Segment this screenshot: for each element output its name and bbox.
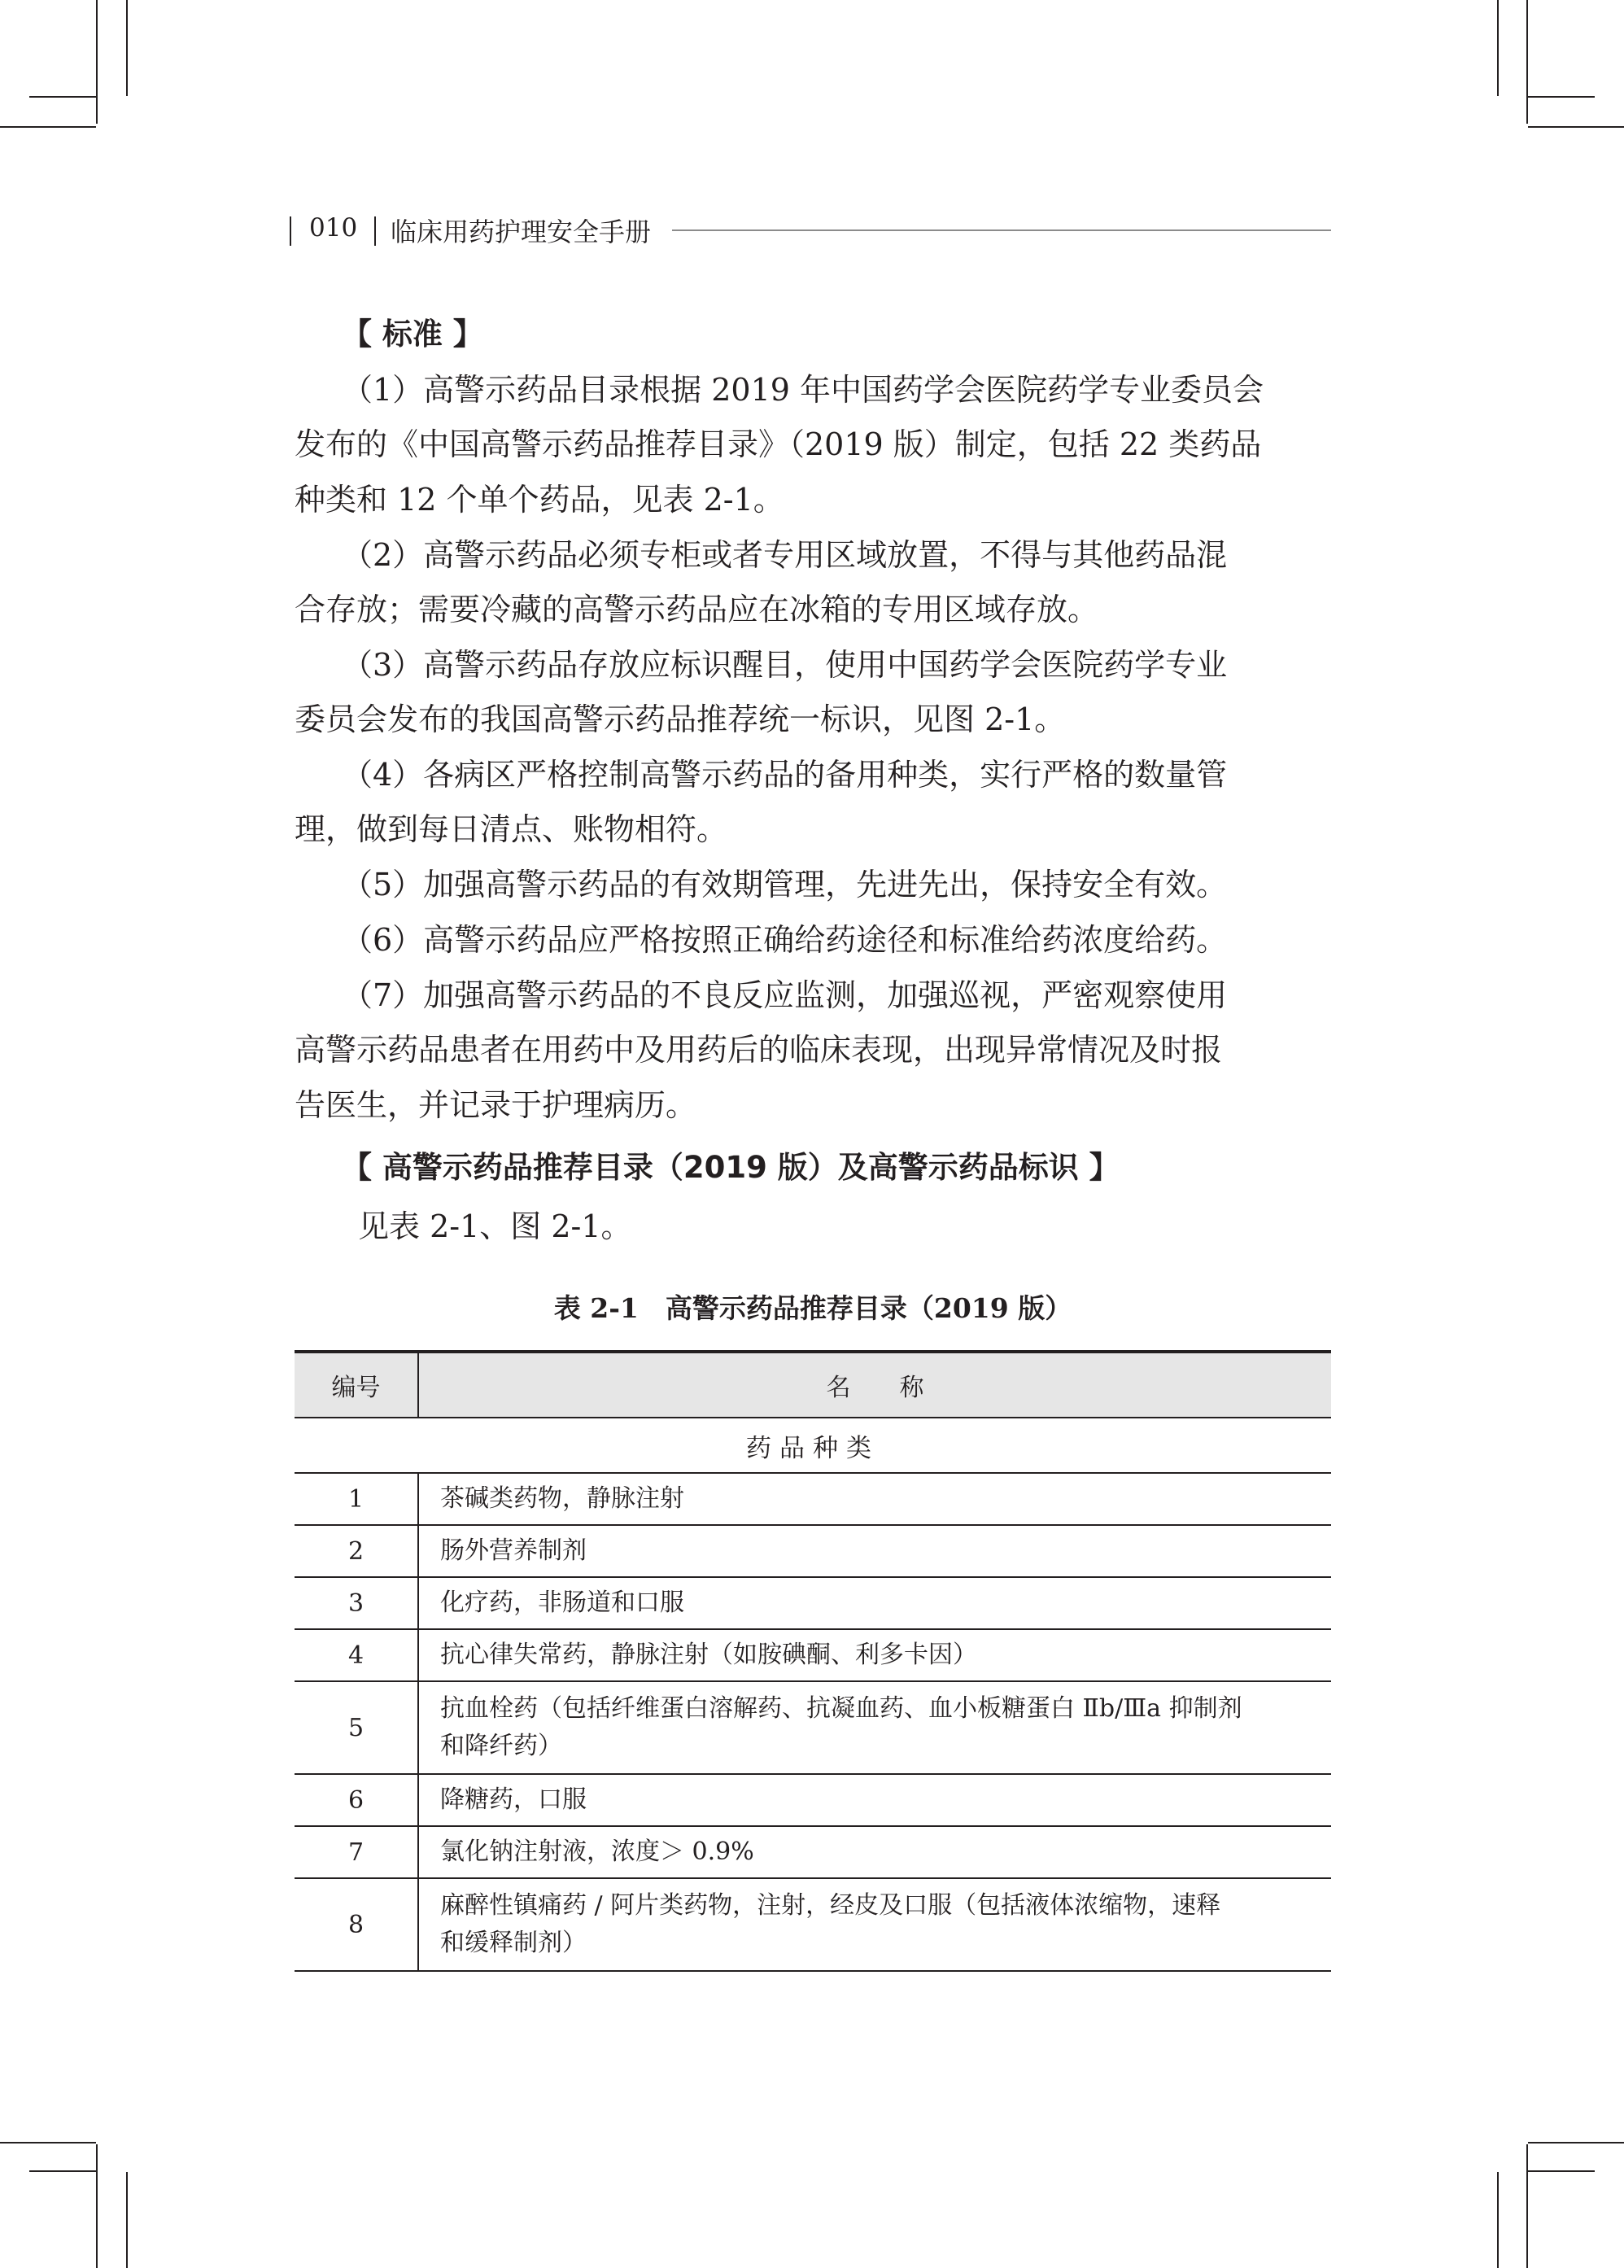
row-name: 氯化钠注射液，浓度＞ 0.9%	[418, 1826, 1331, 1878]
table-row	[295, 1826, 1331, 1878]
header-divider	[290, 216, 291, 246]
paragraph-line: （2）高警示药品必须专柜或者专用区域放置，不得与其他药品混	[342, 537, 1228, 573]
running-header	[290, 210, 1331, 251]
table-section-row	[295, 1418, 1331, 1473]
column-header-name-text: 名 称	[826, 1374, 924, 1402]
paragraph-line: （6）高警示药品应严格按照正确给药途径和标准给药浓度给药。	[342, 922, 1228, 958]
paragraph-line: 合存放；需要冷藏的高警示药品应在冰箱的专用区域存放。	[295, 592, 1099, 627]
table-header-row	[295, 1352, 1331, 1418]
row-number: 5	[295, 1681, 418, 1774]
drug-table	[295, 1350, 1331, 1972]
table-row	[295, 1681, 1331, 1774]
paragraph-line: （1）高警示药品目录根据 2019 年中国药学会医院药学专业委员会	[342, 372, 1264, 408]
column-header-number: 编号	[295, 1352, 418, 1418]
row-name	[418, 1681, 1331, 1774]
book-title: 临床用药护理安全手册	[391, 216, 652, 247]
row-name: 抗心律失常药，静脉注射（如胺碘酮、利多卡因）	[418, 1629, 1331, 1681]
header-divider	[374, 216, 376, 246]
paragraph-line: 理，做到每日清点、账物相符。	[295, 811, 728, 847]
column-header-name	[418, 1352, 1331, 1418]
row-name: 化疗药，非肠道和口服	[418, 1577, 1331, 1629]
row-number: 7	[295, 1826, 418, 1878]
table-row	[295, 1774, 1331, 1826]
row-number: 8	[295, 1878, 418, 1971]
paragraph-line: 发布的《中国高警示药品推荐目录》（2019 版）制定，包括 22 类药品	[295, 426, 1262, 462]
page-number: 010	[309, 213, 358, 243]
row-number: 2	[295, 1525, 418, 1577]
paragraph-line: 种类和 12 个单个药品，见表 2-1。	[295, 482, 784, 518]
row-name: 茶碱类药物，静脉注射	[418, 1473, 1331, 1525]
row-number: 3	[295, 1577, 418, 1629]
row-name-line: 和缓释制剂）	[440, 1929, 587, 1957]
paragraph-line: （4）各病区严格控制高警示药品的备用种类，实行严格的数量管	[342, 757, 1228, 793]
row-number: 4	[295, 1629, 418, 1681]
row-name: 降糖药，口服	[418, 1774, 1331, 1826]
table-caption: 表 2-1 高警示药品推荐目录（2019 版）	[553, 1292, 1072, 1324]
paragraph-line: （7）加强高警示药品的不良反应监测，加强巡视，严密观察使用	[342, 977, 1228, 1013]
table-row	[295, 1878, 1331, 1971]
row-name: 肠外营养制剂	[418, 1525, 1331, 1577]
section-label: 药品种类	[295, 1418, 1331, 1473]
section-heading-catalog: 【 高警示药品推荐目录（2019 版）及高警示药品标识 】	[342, 1150, 1120, 1185]
table-row	[295, 1629, 1331, 1681]
row-name	[418, 1878, 1331, 1971]
paragraph-line: 告医生，并记录于护理病历。	[295, 1087, 697, 1123]
row-number: 1	[295, 1473, 418, 1525]
paragraph-line: 见表 2-1、图 2-1。	[358, 1208, 632, 1244]
paragraph-line: 委员会发布的我国高警示药品推荐统一标识，见图 2-1。	[295, 701, 1066, 737]
section-heading-standard: 【 标准 】	[342, 317, 483, 352]
row-name-line: 和降纤药）	[440, 1732, 562, 1760]
row-name-line: 麻醉性镇痛药 / 阿片类药物，注射，经皮及口服（包括液体浓缩物，速释	[440, 1891, 1221, 1920]
row-number: 6	[295, 1774, 418, 1826]
paragraph-line: 高警示药品患者在用药中及用药后的临床表现，出现异常情况及时报	[295, 1032, 1223, 1068]
table-row	[295, 1577, 1331, 1629]
table-row	[295, 1473, 1331, 1525]
header-rule	[672, 229, 1331, 231]
row-name-line: 抗血栓药（包括纤维蛋白溶解药、抗凝血药、血小板糖蛋白 Ⅱb/Ⅲa 抑制剂	[440, 1694, 1242, 1723]
paragraph-line: （3）高警示药品存放应标识醒目，使用中国药学会医院药学专业	[342, 647, 1228, 683]
paragraph-line: （5）加强高警示药品的有效期管理，先进先出，保持安全有效。	[342, 867, 1228, 902]
table-row	[295, 1525, 1331, 1577]
